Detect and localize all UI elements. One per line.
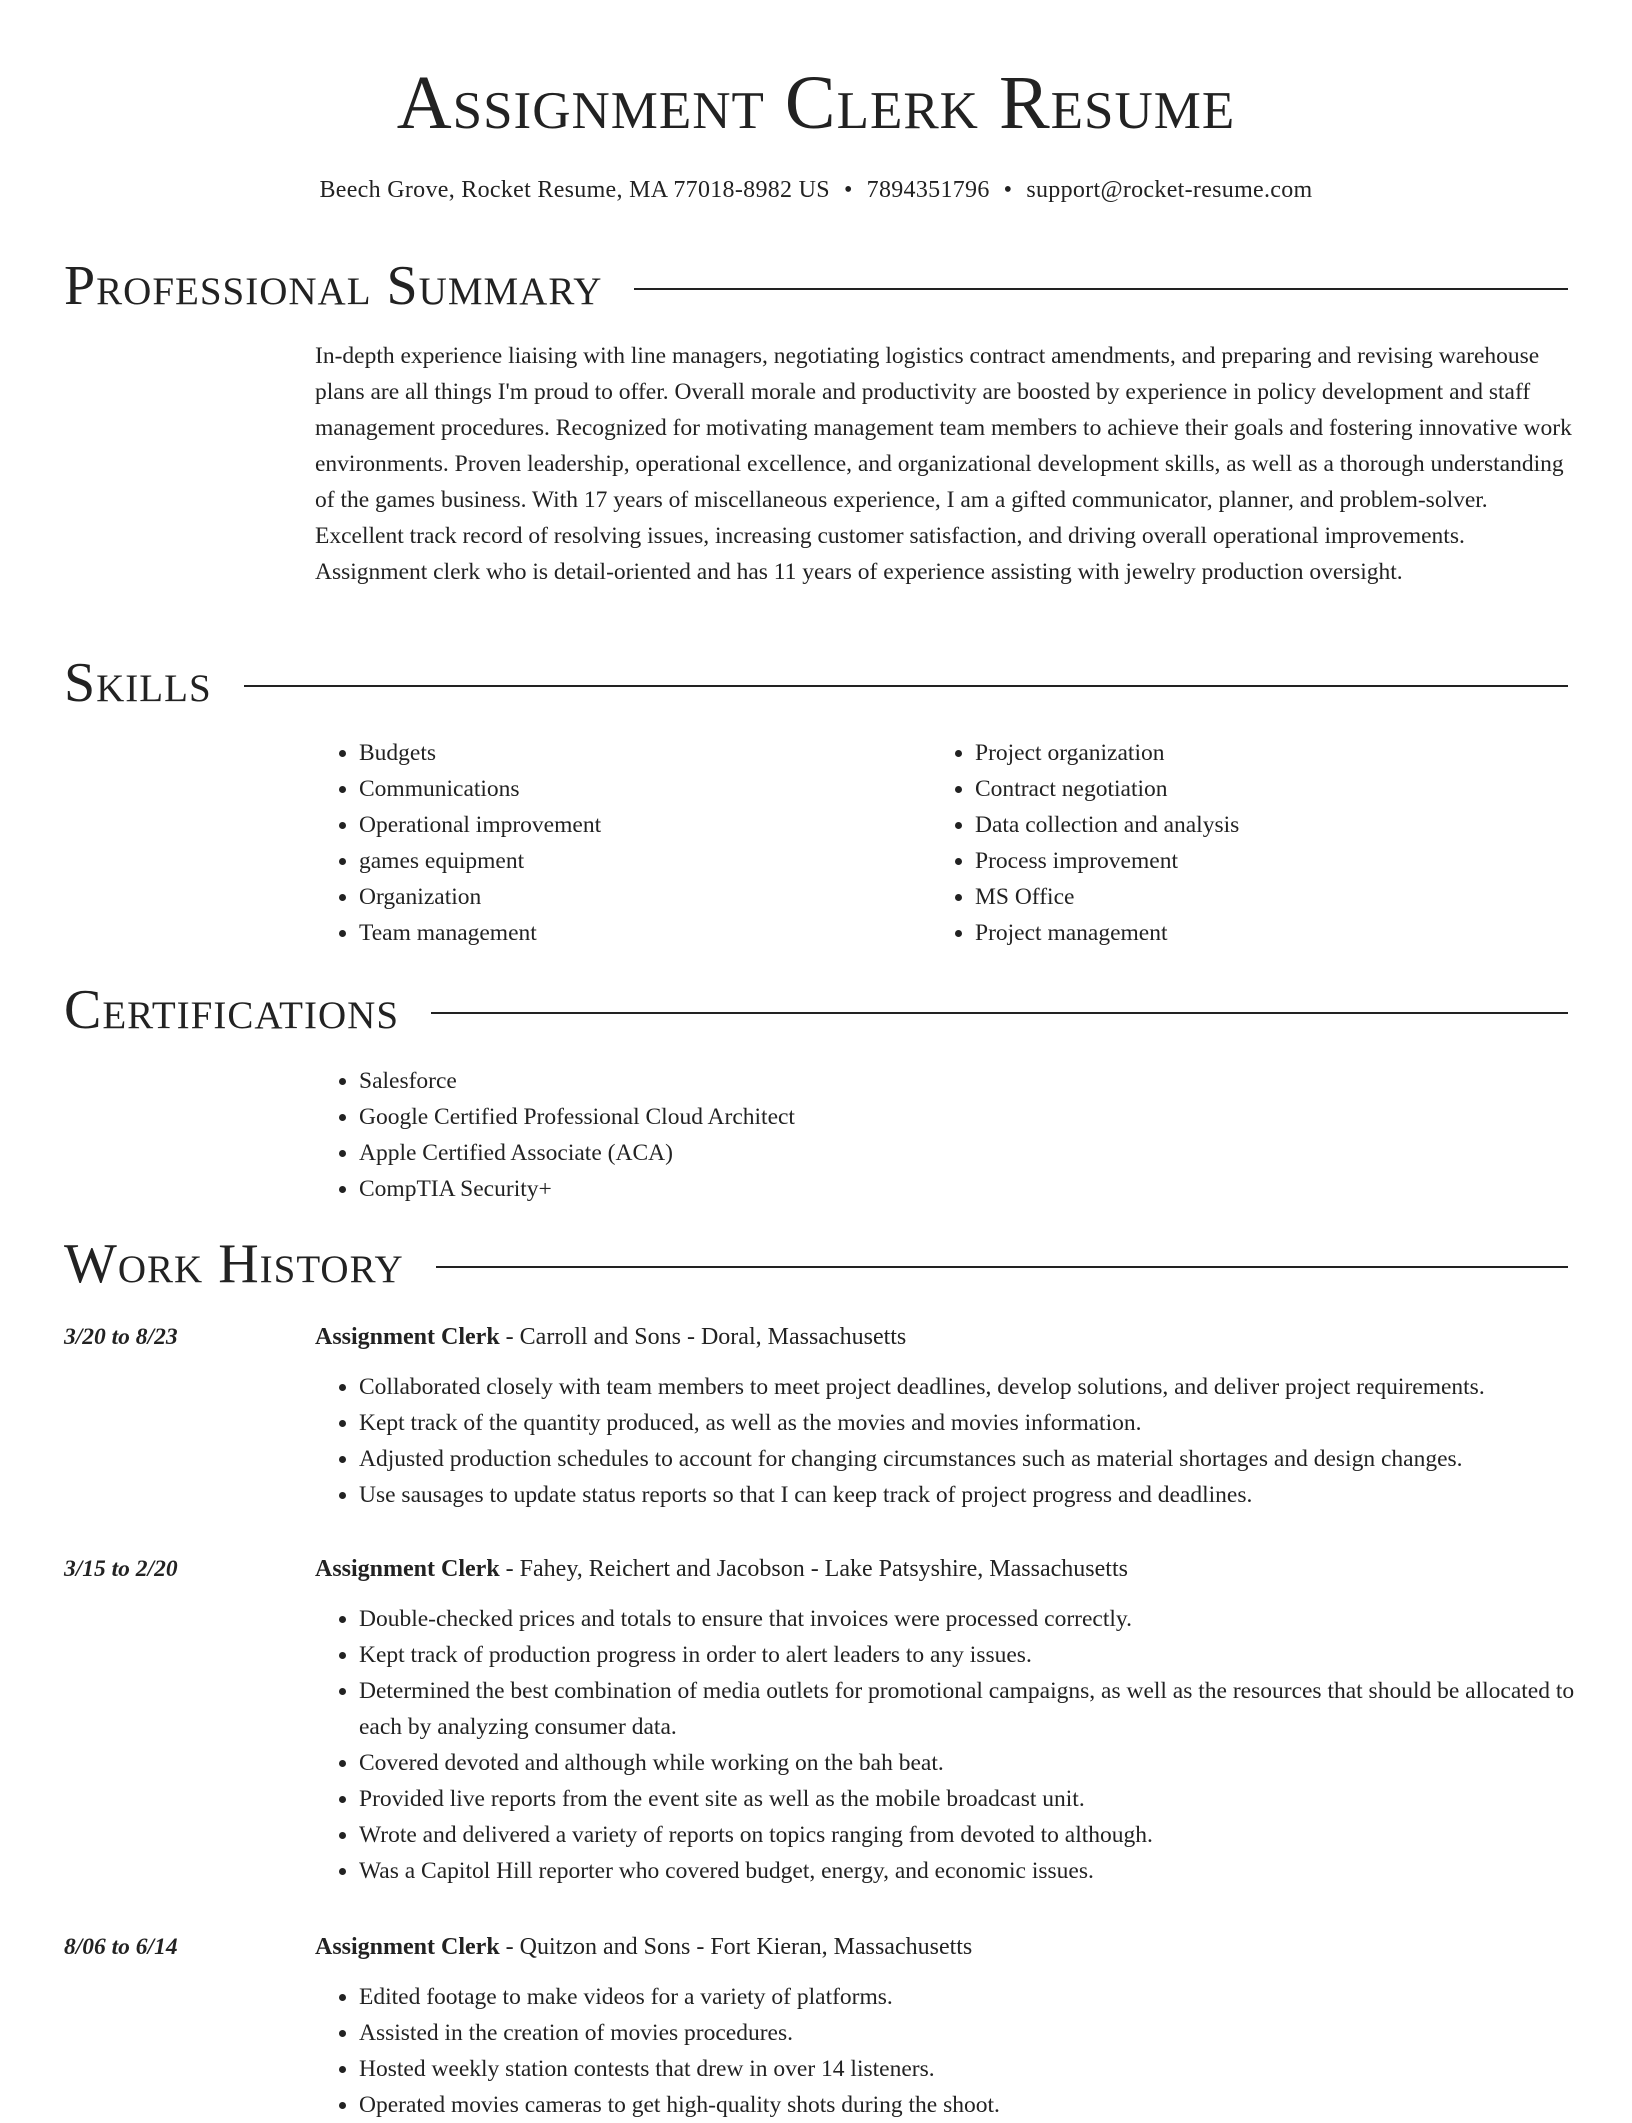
job-bullet: • Operated movies cameras to get high-quality shots during the shoot. — [359, 2087, 1575, 2123]
job-bullet: • Double-checked prices and totals to ensure that invoices were processed correctly. — [359, 1601, 1575, 1637]
skills-section-header — [64, 651, 1568, 715]
job-dates: 3/20 to 8/23 — [64, 1324, 178, 1350]
skill-item: • Project management — [975, 915, 1531, 951]
certifications-list — [315, 1063, 1565, 1207]
job-bullet: • Assisted in the creation of movies procedures. — [359, 2015, 1575, 2051]
section-divider — [431, 1012, 1568, 1014]
job-heading — [315, 1551, 1128, 1587]
job-bullet: • Provided live reports from the event site as well as the mobile broadcast unit. — [359, 1781, 1575, 1817]
job-details: - Quitzon and Sons - Fort Kieran, Massachusetts — [499, 1934, 973, 1960]
job-bullet: • Covered devoted and although while working on the bah beat. — [359, 1745, 1575, 1781]
job-role: Assignment Clerk — [315, 1556, 500, 1582]
contact-address: Beech Grove, Rocket Resume, MA 77018-8982 US — [319, 177, 830, 203]
contact-email: support@rocket-resume.com — [1026, 177, 1313, 203]
summary-section-header — [64, 254, 1568, 318]
certification-item: • Salesforce — [359, 1063, 1565, 1099]
skill-item: • Operational improvement — [359, 807, 915, 843]
job-details: - Carroll and Sons - Doral, Massachusetts — [499, 1324, 907, 1350]
work-history-section-header — [64, 1232, 1568, 1296]
job-heading — [315, 1929, 972, 1965]
summary-text: In-depth experience liaising with line managers, negotiating logistics contract amendments, and preparing and revising warehouse plans are all things I'm proud to offer. Overall morale and productivity are boosted by experience in policy development and staff management procedures. Recognized for motivating management team members to achieve their goals and fostering innovative work environments. Proven leadership, operational excellence, and organizational development skills, as well as a thorough understanding of the games business. With 17 years of miscellaneous experience, I am a gifted communicator, planner, and problem-solver. Excellent track record of resolving issues, increasing customer satisfaction, and driving overall operational improvements. Assignment clerk who is detail-oriented and has 11 years of experience assisting with jewelry production oversight. — [315, 343, 1572, 585]
skills-heading: Skills — [64, 652, 212, 714]
job-bullet: • Determined the best combination of media outlets for promotional campaigns, as well as the resources that should be allocated to each by analyzing consumer data. — [359, 1673, 1575, 1745]
contact-phone: 7894351796 — [866, 177, 990, 203]
skills-list-right — [931, 735, 1531, 951]
job-bullets — [315, 1979, 1575, 2123]
section-divider — [244, 685, 1568, 687]
certification-item: • Google Certified Professional Cloud Architect — [359, 1099, 1565, 1135]
certification-item: • CompTIA Security+ — [359, 1171, 1565, 1207]
certification-item: • Apple Certified Associate (ACA) — [359, 1135, 1565, 1171]
skill-item: • games equipment — [359, 843, 915, 879]
skill-item: • Organization — [359, 879, 915, 915]
job-bullet: • Was a Capitol Hill reporter who covered budget, energy, and economic issues. — [359, 1853, 1575, 1889]
skill-item: • Data collection and analysis — [975, 807, 1531, 843]
skill-item: • Process improvement — [975, 843, 1531, 879]
job-bullet: • Collaborated closely with team members to meet project deadlines, develop solutions, and deliver project requirements. — [359, 1369, 1575, 1405]
job-bullet: • Hosted weekly station contests that drew in over 14 listeners. — [359, 2051, 1575, 2087]
job-bullet: • Kept track of production progress in order to alert leaders to any issues. — [359, 1637, 1575, 1673]
job-bullets — [315, 1369, 1575, 1513]
skill-item: • MS Office — [975, 879, 1531, 915]
section-divider — [436, 1266, 1568, 1268]
job-bullet: • Edited footage to make videos for a variety of platforms. — [359, 1979, 1575, 2015]
job-role: Assignment Clerk — [315, 1324, 500, 1350]
skill-item: • Project organization — [975, 735, 1531, 771]
job-bullet: • Use sausages to update status reports so that I can keep track of project progress and deadlines. — [359, 1477, 1575, 1513]
skill-item: • Budgets — [359, 735, 915, 771]
job-heading — [315, 1319, 906, 1355]
summary-heading: Professional Summary — [64, 255, 603, 317]
skill-item: • Communications — [359, 771, 915, 807]
resume-title: Assignment Clerk Resume — [396, 61, 1236, 145]
skill-item: • Contract negotiation — [975, 771, 1531, 807]
job-bullets — [315, 1601, 1575, 1889]
job-bullet: • Adjusted production schedules to account for changing circumstances such as material shortages and design changes. — [359, 1441, 1575, 1477]
work-history-heading: Work History — [64, 1233, 404, 1295]
job-bullet: • Kept track of the quantity produced, as well as the movies and movies information. — [359, 1405, 1575, 1441]
job-details: - Fahey, Reichert and Jacobson - Lake Patsyshire, Massachusetts — [499, 1556, 1128, 1582]
job-role: Assignment Clerk — [315, 1934, 500, 1960]
contact-separator: • — [843, 177, 853, 203]
section-divider — [634, 288, 1568, 290]
skills-list-left — [315, 735, 915, 951]
contact-line — [0, 174, 1632, 206]
job-bullet: • Wrote and delivered a variety of reports on topics ranging from devoted to although. — [359, 1817, 1575, 1853]
job-dates: 8/06 to 6/14 — [64, 1934, 178, 1960]
job-dates: 3/15 to 2/20 — [64, 1556, 178, 1582]
skill-item: • Team management — [359, 915, 915, 951]
certifications-section-header — [64, 978, 1568, 1042]
contact-separator: • — [1003, 177, 1013, 203]
certifications-heading: Certifications — [64, 979, 400, 1041]
